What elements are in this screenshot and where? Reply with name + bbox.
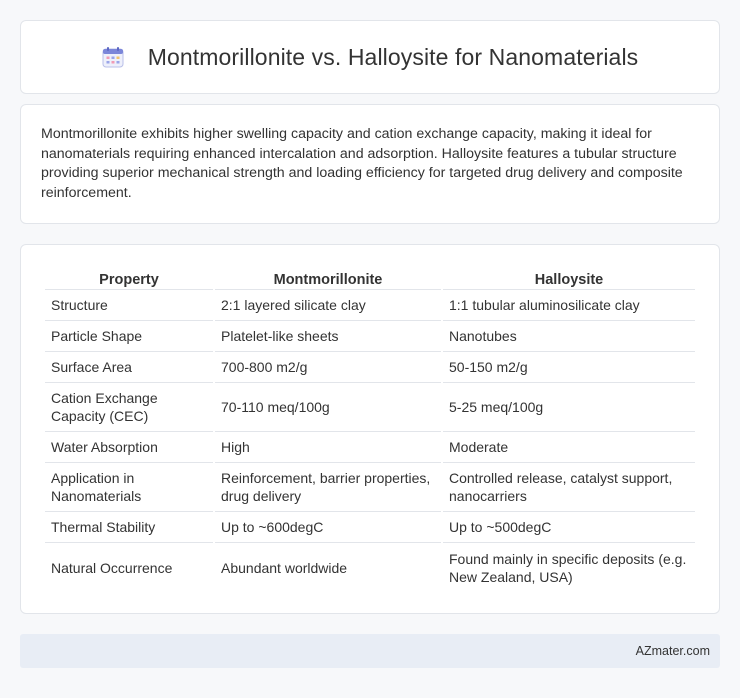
table-row [45,321,695,352]
summary-card [20,104,720,224]
table-row [45,463,695,512]
table-row [45,543,695,592]
table-row [45,290,695,321]
summary-text: Montmorillonite exhibits higher swelling capacity and cation exchange capacity, making it ideal for nanomaterials requiring enhanced intercalation and adsorption. Halloysite features a tubular structure providing superior mechanical strength and loading efficiency for targeted drug delivery and composite reinforcement. [41,126,683,201]
header-property: Property [45,265,213,290]
header-halloysite: Halloysite [443,265,695,290]
page-title: Montmorillonite vs. Halloysite for Nanomaterials [147,43,639,70]
cell-halloysite: 5-25 meq/100g [443,383,695,432]
table-header-row [45,265,695,290]
cell-property: Application in Nanomaterials [45,463,213,512]
calendar-icon [102,46,124,68]
table-row [45,352,695,383]
cell-halloysite: Controlled release, catalyst support, nanocarriers [443,463,695,512]
footer [20,634,720,668]
cell-property: Natural Occurrence [51,559,173,576]
cell-montmorillonite: High [215,432,441,463]
cell-halloysite: 1:1 tubular aluminosilicate clay [443,290,695,321]
cell-halloysite: Found mainly in specific deposits (e.g. New Zealand, USA) [449,550,687,585]
cell-property: Particle Shape [45,321,213,352]
table-row [45,512,695,543]
comparison-table-card [20,244,720,614]
cell-montmorillonite: 700-800 m2/g [215,352,441,383]
cell-halloysite: 50-150 m2/g [443,352,695,383]
cell-montmorillonite: 70-110 meq/100g [215,383,441,432]
header-montmorillonite: Montmorillonite [215,265,441,290]
cell-halloysite: Nanotubes [443,321,695,352]
cell-montmorillonite: Platelet-like sheets [215,321,441,352]
cell-halloysite: Up to ~500degC [443,512,695,543]
cell-property: Structure [45,290,213,321]
cell-property: Thermal Stability [45,512,213,543]
footer-brand[interactable]: AZmater.com [635,644,710,658]
title-card [20,20,720,94]
cell-halloysite: Moderate [443,432,695,463]
cell-montmorillonite: 2:1 layered silicate clay [215,290,441,321]
table-row [45,432,695,463]
cell-montmorillonite: Up to ~600degC [215,512,441,543]
cell-montmorillonite: Abundant worldwide [221,559,348,576]
comparison-table [43,265,697,592]
table-row [45,383,695,432]
cell-property: Surface Area [45,352,213,383]
cell-montmorillonite: Reinforcement, barrier properties, drug delivery [215,463,441,512]
cell-property: Cation Exchange Capacity (CEC) [45,383,213,432]
cell-property: Water Absorption [45,432,213,463]
